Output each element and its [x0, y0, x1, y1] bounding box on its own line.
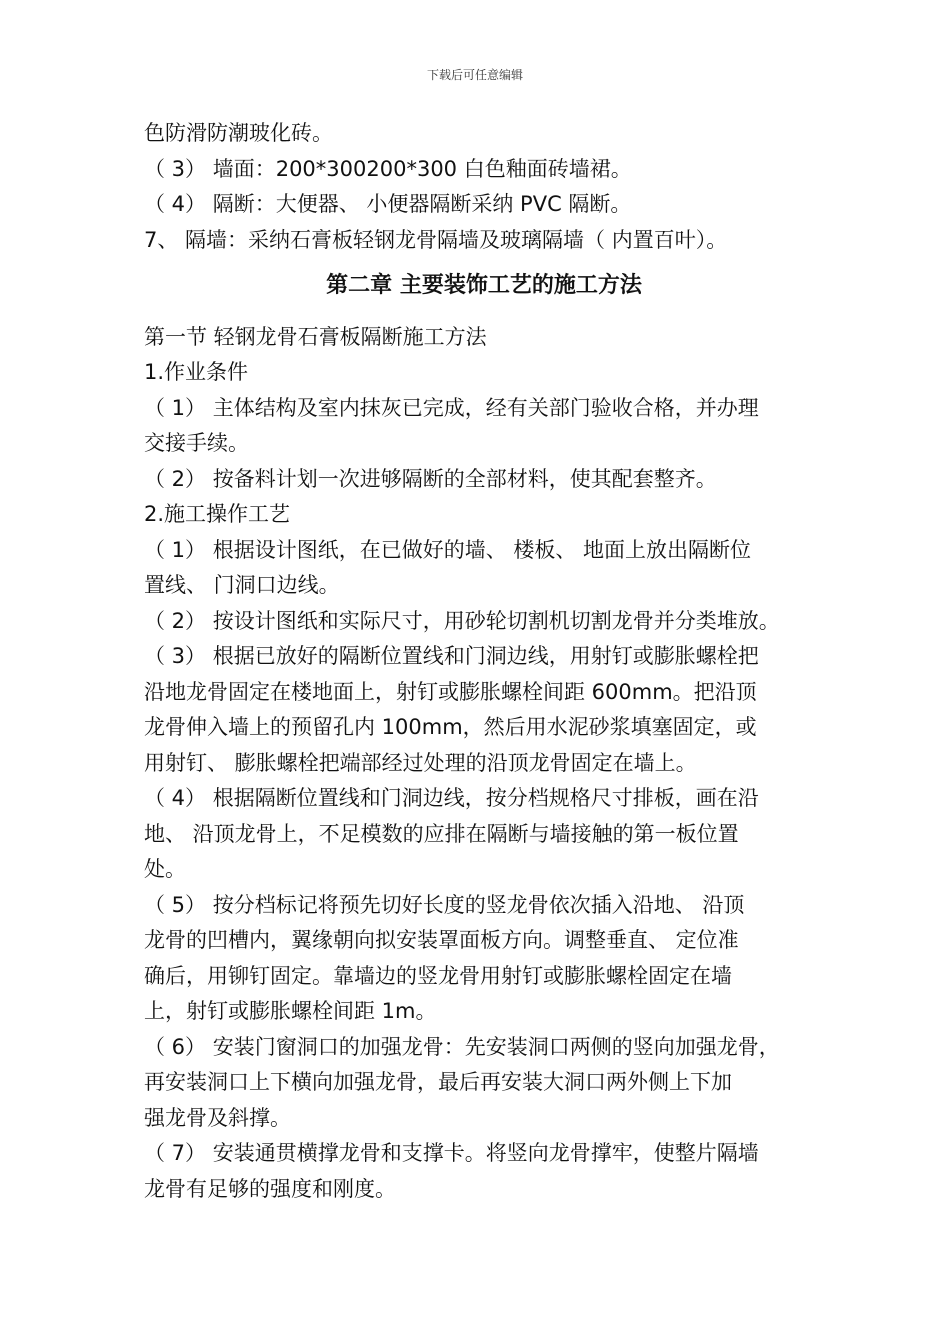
text-line: 再安装洞口上下横向加强龙骨，最后再安装大洞口两外侧上下加	[144, 1070, 732, 1094]
text-line: （ 4） 根据隔断位置线和门洞边线，按分档规格尺寸排板，画在沿	[144, 786, 759, 810]
text-line: （ 3） 根据已放好的隔断位置线和门洞边线，用射钉或膨胀螺栓把	[144, 644, 759, 668]
text-line: （ 2） 按设计图纸和实际尺寸，用砂轮切割机切割龙骨并分类堆放。	[144, 608, 780, 633]
document-body	[144, 116, 824, 1207]
text-line: 7、 隔墙：采纳石膏板轻钢龙骨隔墙及玻璃隔墙（ 内置百叶）。	[144, 227, 728, 252]
text-line: （ 2） 按备料计划一次进够隔断的全部材料，使其配套整齐。	[144, 466, 717, 491]
text-line: 用射钉、 膨胀螺栓把端部经过处理的沿顶龙骨固定在墙上。	[144, 750, 697, 775]
text-line: （ 4） 隔断：大便器、 小便器隔断采纳 PVC 隔断。	[144, 192, 632, 216]
text-line: 交接手续。	[144, 431, 249, 455]
text-line: 龙骨有足够的强度和刚度。	[144, 1176, 396, 1201]
text-line: 色防滑防潮玻化砖。	[144, 121, 333, 145]
text-line: （ 3） 墙面：200*300200*300 白色釉面砖墙裙。	[144, 156, 632, 181]
text-line: （ 7） 安装通贯横撑龙骨和支撑卡。将竖向龙骨撑牢，使整片隔墙	[144, 1141, 759, 1165]
section-heading: 第一节 轻钢龙骨石膏板隔断施工方法	[144, 324, 487, 349]
text-line: 处。	[144, 857, 186, 881]
chapter-heading: 第二章 主要装饰工艺的施工方法	[326, 273, 642, 298]
text-line: （ 6） 安装门窗洞口的加强龙骨：先安装洞口两侧的竖向加强龙骨，	[144, 1034, 780, 1059]
page-header: 下载后可任意编辑	[426, 68, 523, 82]
text-line: 沿地龙骨固定在楼地面上，射钉或膨胀螺栓间距 600mm。把沿顶	[144, 679, 757, 704]
text-line: （ 1） 根据设计图纸，在已做好的墙、 楼板、 地面上放出隔断位	[144, 537, 752, 562]
text-line: 龙骨伸入墙上的预留孔内 100mm，然后用水泥砂浆填塞固定，或	[144, 715, 757, 739]
text-line: 上，射钉或膨胀螺栓间距 1m。	[144, 999, 437, 1023]
subsection-heading: 1.作业条件	[144, 360, 249, 384]
text-line: （ 1） 主体结构及室内抹灰已完成，经有关部门验收合格，并办理	[144, 395, 759, 420]
text-line: 强龙骨及斜撑。	[144, 1105, 291, 1130]
text-line: 地、 沿顶龙骨上，不足模数的应排在隔断与墙接触的第一板位置	[144, 821, 739, 846]
text-line: 龙骨的凹槽内，翼缘朝向拟安装罩面板方向。调整垂直、 定位准	[144, 928, 739, 952]
text-line: 确后，用铆钉固定。靠墙边的竖龙骨用射钉或膨胀螺栓固定在墙	[144, 963, 732, 988]
text-line: （ 5） 按分档标记将预先切好长度的竖龙骨依次插入沿地、 沿顶	[144, 892, 745, 917]
text-line: 置线、 门洞口边线。	[144, 573, 340, 597]
subsection-heading: 2.施工操作工艺	[144, 502, 291, 526]
